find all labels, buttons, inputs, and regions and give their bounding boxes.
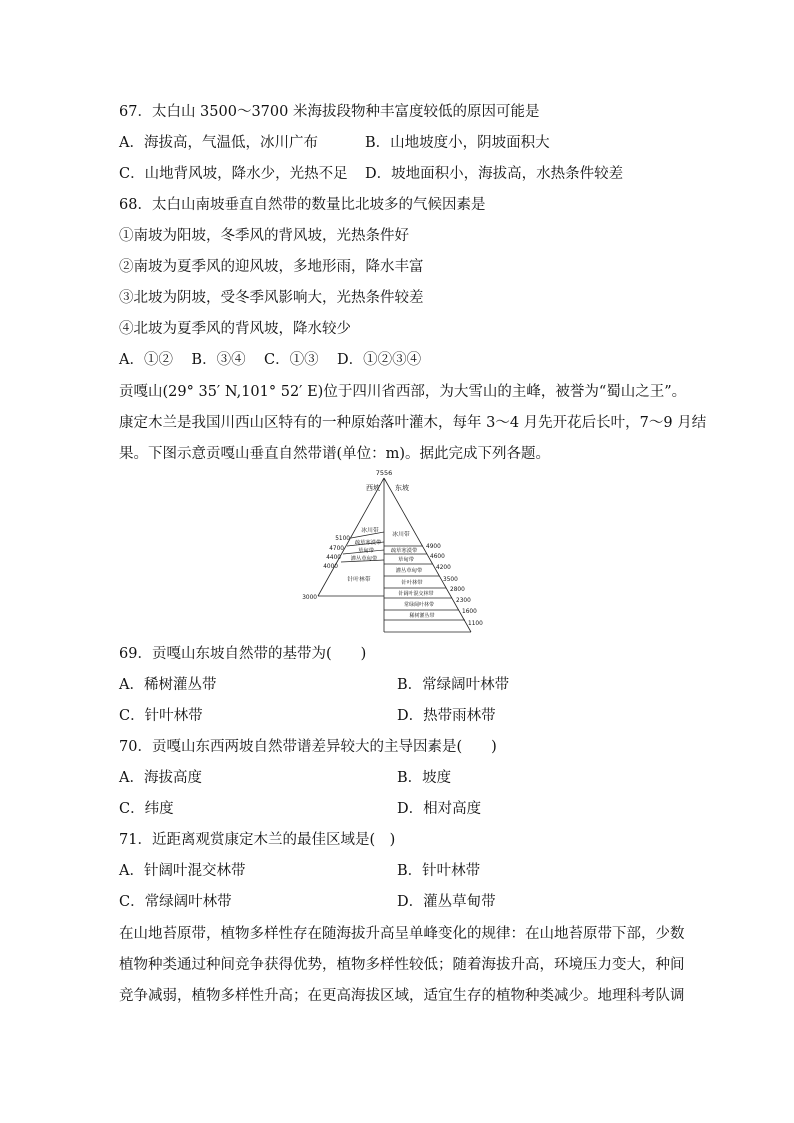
west-belt-glacier: 冰川带 [361,528,379,534]
intro-line-3: 果。下图示意贡嘎山垂直自然带谱(单位：m)。据此完成下列各题。 [119,446,551,462]
west-elevation-5100: 5100 [335,536,350,542]
east-belt-boundaries [384,546,465,620]
q68-statement-2: ②南坡为夏季风的迎风坡，多地形雨，降水丰富 [119,259,424,275]
q71-option-c: C．常绿阔叶林带 [119,894,232,910]
q68-statement-3: ③北坡为阴坡，受冬季风影响大，光热条件较差 [119,290,424,306]
q67-option-d: D．坡地面积小，海拔高，水热条件较差 [365,166,624,182]
q70-stem: 70．贡嘎山东西两坡自然带谱差异较大的主导因素是( ) [119,739,497,755]
q68-options: A．①② B．③④ C．①③ D．①②③④ [119,352,422,368]
q69-option-b: B．常绿阔叶林带 [397,677,510,693]
q69-option-a: A．稀树灌丛带 [119,677,217,693]
q70-option-c: C．纬度 [119,801,174,817]
west-belt-shrub-meadow: 灌丛草甸带 [350,556,378,562]
west-slope-label: 西坡 [366,484,380,492]
q69-stem: 69．贡嘎山东坡自然带的基带为( ) [119,646,367,662]
q67-stem: 67．太白山 3500～3700 米海拔段物种丰富度较低的原因可能是 [119,104,540,120]
east-belt-coniferous: 针叶林带 [401,580,423,586]
q69-option-d: D．热带雨林带 [397,708,496,724]
para-line-3: 竞争减弱，植物多样性升高；在更高海拔区域，适宜生存的植物种类减少。地理科考队调 [119,988,685,1004]
para-line-1: 在山地苔原带，植物多样性存在随海拔升高呈单峰变化的规律：在山地苔原带下部，少数 [119,926,685,942]
intro-line-2: 康定木兰是我国川西山区特有的一种原始落叶灌木，每年 3～4 月先开花后长叶，7～9 月结 [119,415,707,431]
east-elevation-3500: 3500 [443,577,458,583]
q68-statement-4: ④北坡为夏季风的背风坡，降水较少 [119,321,351,337]
q69-option-c: C．针叶林带 [119,708,203,724]
east-elevation-2800: 2800 [450,587,465,593]
east-elevation-1600: 1600 [462,609,477,615]
para-line-2: 植物种类通过种间竞争获得优势，植物多样性较低；随着海拔升高，环境压力变大，种间 [119,957,685,973]
intro-line-1: 贡嘎山(29° 35′ N,101° 52′ E)位于四川省西部，为大雪山的主峰，被誉为“蜀山之王”。 [119,384,687,400]
east-belt-sparse-shrub: 稀树灌丛带 [409,613,435,619]
east-elevation-1100: 1100 [468,621,483,627]
east-elevation-2300: 2300 [456,598,471,604]
east-elevation-4900: 4900 [426,544,441,550]
east-elevation-4200: 4200 [436,565,451,571]
q71-stem: 71．近距离观赏康定木兰的最佳区域是( ) [119,832,396,848]
west-belt-coniferous: 针叶林带 [347,577,371,583]
east-slope-label: 东坡 [395,484,409,492]
east-elevation-4600: 4600 [430,554,445,560]
q71-option-d: D．灌丛草甸带 [397,894,496,910]
q67-option-c: C．山地背风坡，降水少，光热不足 [119,166,348,182]
east-belt-glacier: 冰川带 [392,532,410,538]
west-elevation-3000: 3000 [302,595,317,601]
west-elevation-4700: 4700 [329,546,344,552]
vertical-zone-diagram [298,466,488,642]
q71-option-a: A．针阔叶混交林带 [119,863,246,879]
west-belt-meadow: 草甸带 [358,548,374,554]
east-belt-mixed-forest: 针阔叶混交林带 [398,591,434,597]
q70-option-d: D．相对高度 [397,801,482,817]
q70-option-a: A．海拔高度 [119,770,202,786]
west-elevation-4400: 4400 [326,555,341,561]
q71-option-b: B．针叶林带 [397,863,481,879]
west-elevation-4000: 4000 [323,564,338,570]
east-belt-shrub-meadow: 灌丛草甸带 [395,568,423,574]
q67-option-b: B．山地坡度小，阴坡面积大 [365,135,550,151]
q68-stem: 68．太白山南坡垂直自然带的数量比北坡多的气候因素是 [119,197,486,213]
q68-statement-1: ①南坡为阳坡，冬季风的背风坡，光热条件好 [119,228,409,244]
peak-elevation: 7556 [375,469,393,477]
q67-option-a: A．海拔高，气温低，冰川广布 [119,135,318,151]
east-belt-meadow: 草甸带 [398,557,414,563]
west-belt-cold-desert: 疏草寒漠带 [354,540,382,546]
east-belt-cold-desert: 疏草寒漠带 [390,548,418,554]
q70-option-b: B．坡度 [397,770,452,786]
east-belt-evergreen-broadleaf: 常绿阔叶林带 [403,602,435,608]
